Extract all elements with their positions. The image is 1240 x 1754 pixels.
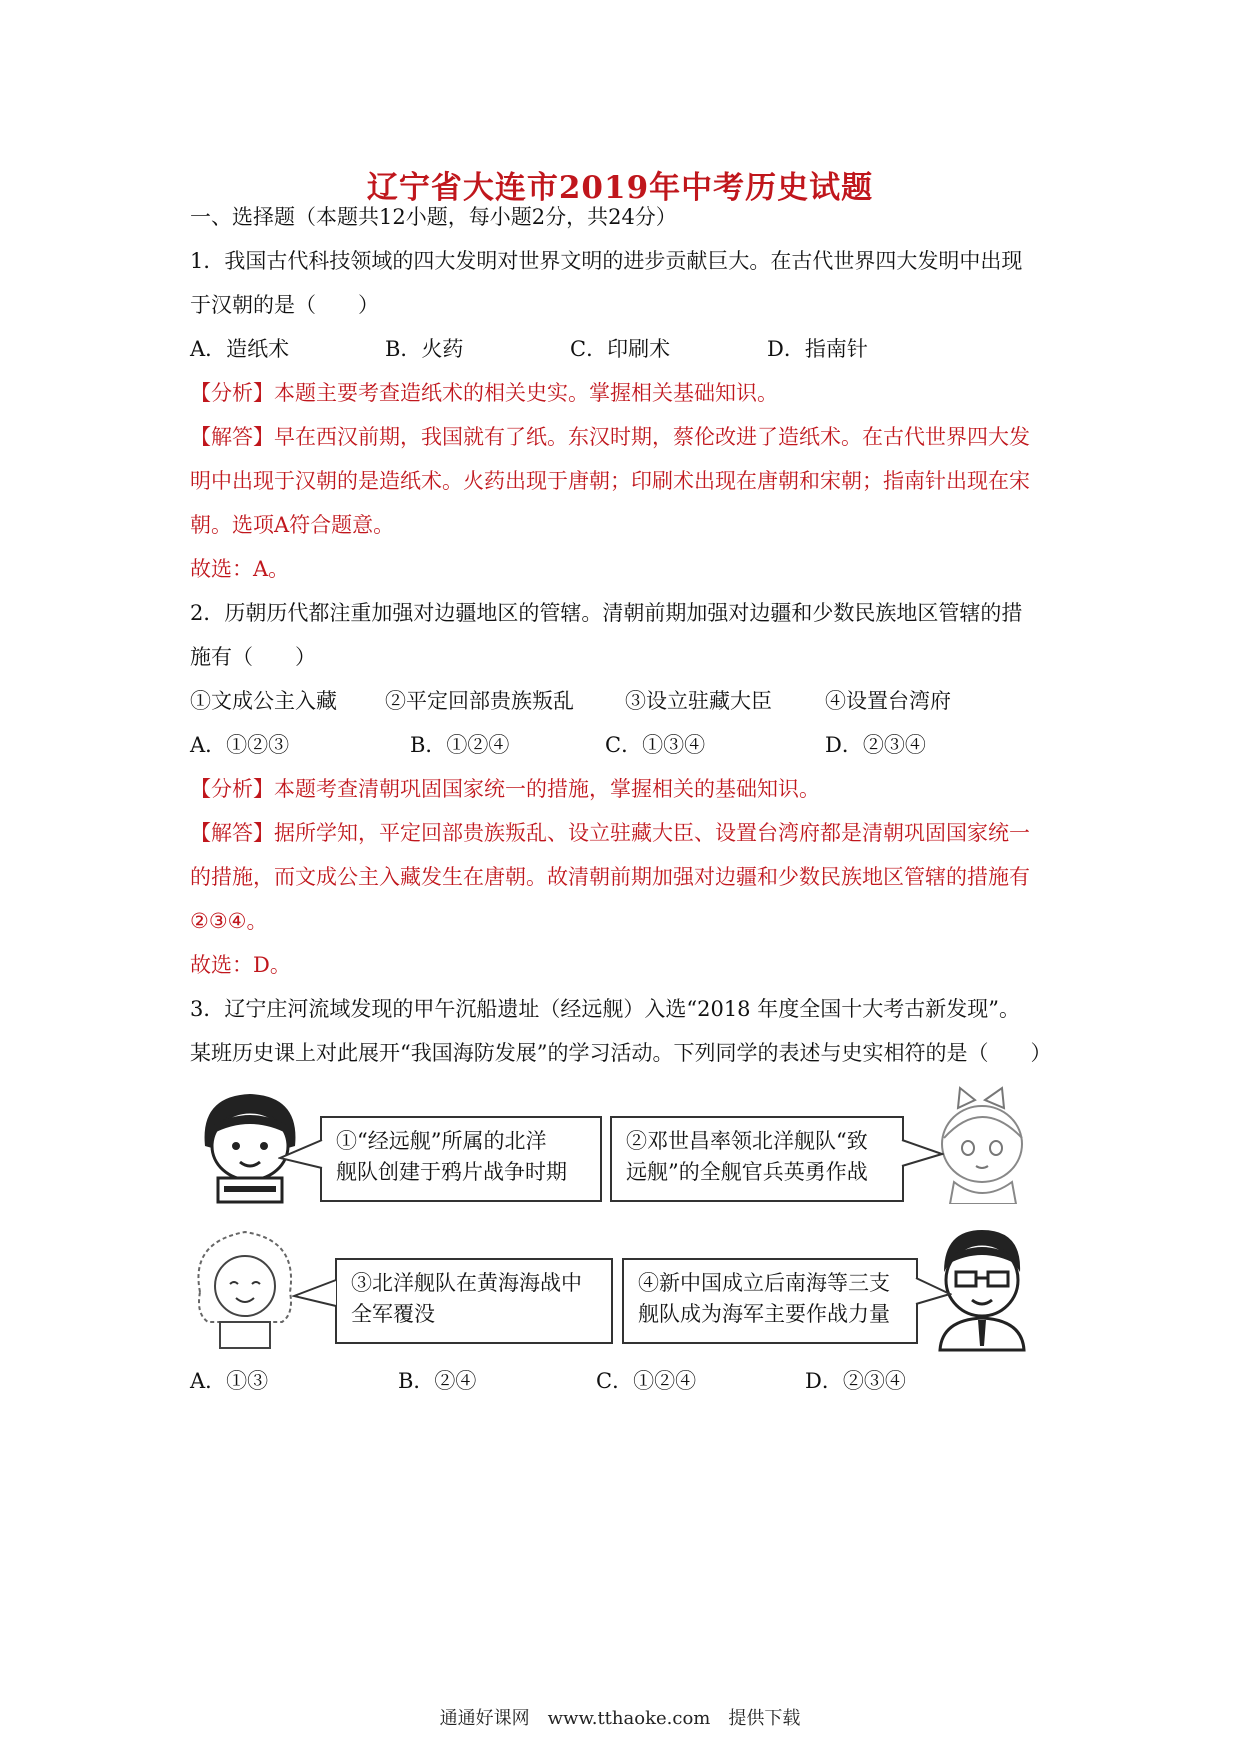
q1-answer-line-2: 明中出现于汉朝的是造纸术。火药出现于唐朝；印刷术出现在唐朝和宋朝；指南针出现在宋 (190, 469, 1030, 493)
bubble-2-line-1: ②邓世昌率领北洋舰队“致 (626, 1129, 868, 1153)
q1-analysis: 【分析】本题主要考查造纸术的相关史实。掌握相关基础知识。 (190, 381, 778, 405)
bubble-1-tail-icon (278, 1138, 324, 1174)
q1-option-a: A．造纸术 (190, 337, 290, 361)
q3-option-c: C．①②④ (596, 1369, 697, 1393)
bubble-4-line-1: ④新中国成立后南海等三支 (638, 1271, 890, 1295)
q2-stem-line-1: 2．历朝历代都注重加强对边疆地区的管辖。清朝前期加强对边疆和少数民族地区管辖的措 (190, 601, 1023, 625)
q2-item-2: ②平定回部贵族叛乱 (385, 689, 574, 713)
bubble-3-line-1: ③北洋舰队在黄海海战中 (351, 1271, 582, 1295)
section-heading: 一、选择题（本题共12小题，每小题2分，共24分） (190, 205, 677, 229)
speech-bubble-4 (622, 1258, 918, 1344)
q1-answer-line-1: 【解答】早在西汉前期，我国就有了纸。东汉时期，蔡伦改进了造纸术。在古代世界四大发 (190, 425, 1030, 449)
q1-stem-line-1: 1．我国古代科技领域的四大发明对世界文明的进步贡献巨大。在古代世界四大发明中出现 (190, 249, 1023, 273)
q1-option-d: D．指南针 (767, 337, 868, 361)
bubble-2-tail-icon (900, 1138, 944, 1172)
q2-option-b: B．①②④ (410, 733, 510, 757)
q2-answer-line-1: 【解答】据所学知，平定回部贵族叛乱、设立驻藏大臣、设置台湾府都是清朝巩固国家统一 (190, 821, 1030, 845)
speech-bubble-1 (320, 1116, 602, 1202)
q1-option-c: C．印刷术 (570, 337, 671, 361)
q1-choice: 故选：A。 (190, 557, 290, 581)
q2-option-d: D．②③④ (825, 733, 926, 757)
student-girl-bow-icon (930, 1082, 1040, 1204)
page-title: 辽宁省大连市2019年中考历史试题 (366, 170, 874, 206)
q2-option-c: C．①③④ (605, 733, 706, 757)
bubble-4-tail-icon (914, 1276, 952, 1310)
bubble-2-line-2: 远舰”的全舰官兵英勇作战 (626, 1160, 868, 1184)
q3-option-a: A．①③ (190, 1369, 269, 1393)
q2-item-4: ④设置台湾府 (825, 689, 951, 713)
bubble-3-line-2: 全军覆没 (351, 1302, 435, 1326)
q2-option-a: A．①②③ (190, 733, 290, 757)
page-footer: 通通好课网 www.tthaoke.com 提供下载 (439, 1708, 801, 1729)
q2-item-1: ①文成公主入藏 (190, 689, 337, 713)
q3-stem-line-2: 某班历史课上对此展开“我国海防发展”的学习活动。下列同学的表述与史实相符的是（ ） (190, 1041, 1052, 1065)
q2-choice: 故选：D。 (190, 953, 291, 977)
q3-option-b: B．②④ (398, 1369, 477, 1393)
q3-option-d: D．②③④ (805, 1369, 906, 1393)
q2-item-3: ③设立驻藏大臣 (625, 689, 772, 713)
speech-bubble-2 (610, 1116, 904, 1202)
q1-option-b: B．火药 (385, 337, 464, 361)
q2-analysis: 【分析】本题考查清朝巩固国家统一的措施，掌握相关的基础知识。 (190, 777, 820, 801)
q2-answer-line-2: 的措施，而文成公主入藏发生在唐朝。故清朝前期加强对边疆和少数民族地区管辖的措施有 (190, 865, 1030, 889)
bubble-1-line-2: 舰队创建于鸦片战争时期 (336, 1160, 567, 1184)
speech-bubble-3 (335, 1258, 613, 1344)
bubble-4-line-2: 舰队成为海军主要作战力量 (638, 1302, 890, 1326)
q1-stem-line-2: 于汉朝的是（ ） (190, 293, 379, 317)
student-girl-curly-icon (190, 1222, 300, 1350)
q3-stem-line-1: 3．辽宁庄河流域发现的甲午沉船遗址（经远舰）入选“2018 年度全国十大考古新发现”。 (190, 997, 1020, 1021)
q2-answer-line-3: ②③④。 (190, 909, 268, 933)
bubble-1-line-1: ①“经远舰”所属的北洋 (336, 1129, 547, 1153)
q1-answer-line-3: 朝。选项A符合题意。 (190, 513, 395, 537)
q2-stem-line-2: 施有（ ） (190, 645, 316, 669)
bubble-3-tail-icon (292, 1278, 338, 1312)
